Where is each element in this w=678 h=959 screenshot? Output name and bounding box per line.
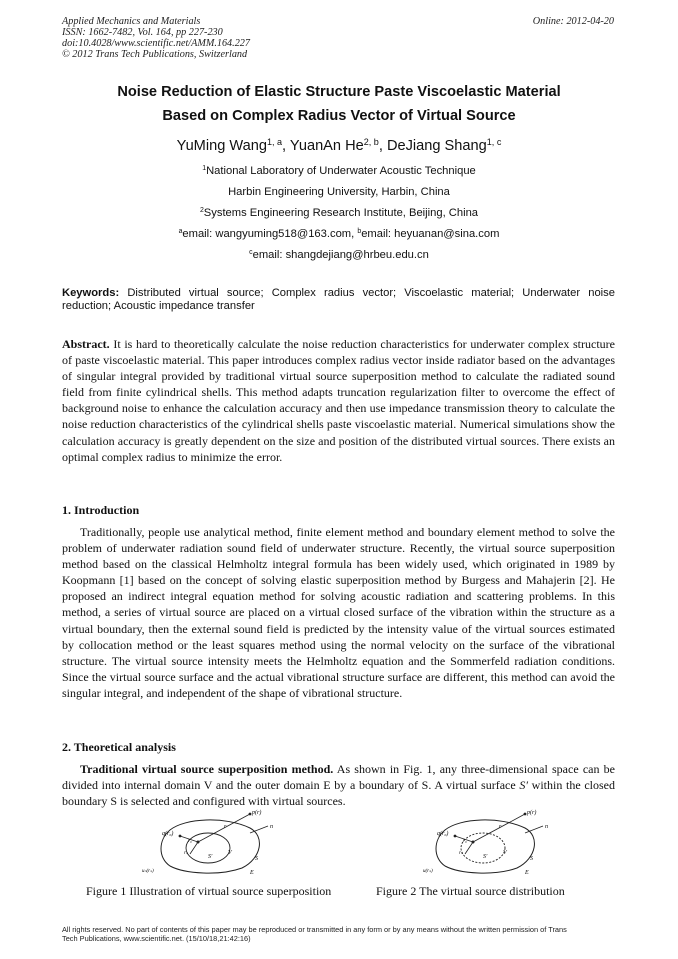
label-q: q(r₀) (437, 831, 449, 837)
introduction-paragraph: Traditionally, people use analytical method, finite element method and boundary element method to solve the problem of underwater radiation sound field of underwater structure. Recently, the virtual source superposition method based on the classical Helmholtz integral formula has been widely used, which originated in 1989 by Koopmann [1] based on the concept of solving elastic superposition method by Burgess and Mahajerin [2]. He proposed an indirect integral equation method for solving acoustic radiation and scattering problems. In this method, a series of virtual source are placed on a virtual closed surface of the vibration within the structure as a virtual boundary, then the external sound field is predicted by the intensity value of the virtual sources estimated by collocation method or the least squares method using the normal velocity on the surface of the vibrational structure. The virtual source intensity meets the Helmholtz equation and the Sommerfeld radiation conditions. Since the virtual source surface and the actual vibrational structure surface are different, this method can avoid the singular integral, and independent of the shape of vibrational structure. (62, 525, 615, 700)
symbol-s-prime: S′ (519, 778, 528, 793)
email-text: email: shangdejiang@hrbeu.edu.cn (252, 249, 429, 261)
author-name: YuanAn He (289, 138, 364, 154)
theory-paragraph (62, 761, 615, 809)
affiliation-1 (40, 165, 638, 177)
journal-header (62, 16, 250, 60)
figure-1-diagram (140, 808, 290, 880)
figure-1-caption: Figure 1 Illustration of virtual source superposition (86, 884, 332, 898)
email-text: email: heyuanan@sina.com (361, 228, 500, 240)
title-line-2: Based on Complex Radius Vector of Virtual Source (162, 108, 516, 124)
section-heading-theoretical-analysis: 2. Theoretical analysis (62, 740, 176, 754)
origin-point (472, 841, 475, 844)
field-point (249, 813, 252, 816)
origin-point (197, 841, 200, 844)
label-s: S (530, 856, 533, 862)
keywords-text: Distributed virtual source; Complex radius vector; Viscoelastic material; Underwater noise reduction; Acoustic impedance transfer (62, 287, 615, 312)
footer-line-1: All rights reserved. No part of contents of this paper may be reproduced or transmitted in any form or by any means without the written permission of Trans (62, 925, 567, 934)
label-v: V (228, 850, 232, 856)
author-separator: , (282, 138, 290, 154)
theory-text-2: within the closed boundary S is selected and configured with virtual sources. (62, 778, 616, 809)
label-s: S (255, 856, 258, 862)
author-sup: 1, c (486, 137, 502, 148)
email-sup: c (249, 249, 253, 257)
label-n: n (270, 824, 273, 830)
field-point (524, 813, 527, 816)
label-v: V (503, 850, 507, 856)
affiliation-text: National Laboratory of Underwater Acoustic Technique (206, 165, 476, 177)
email-line-1 (40, 228, 638, 240)
source-point (454, 835, 457, 838)
abstract-text: It is hard to theoretically calculate the noise reduction characteristics for underwater complex structure of paste viscoelastic material. This paper introduces complex radius vector inside radiator based on the advantages of singular integral provided by traditional virtual source superposition method to calculate the radiated sound field from finite cylindrical shells. This method adapts truncation regularization filter to overcome the effect of background noise to enhance the calculation accuracy and then use impedance transmission theory to calculate the noise reduction characteristics of the cylindrical shells paste viscoelastic material. Numerical simulations show the calculation accuracy is greatly dependent on the size and position of the distributed virtual sources. There exists an optimal complex radius to minimize the error. (62, 337, 615, 464)
label-r: r (499, 824, 502, 830)
email-sup: b (357, 228, 362, 236)
label-un: u(rₛ) (423, 869, 433, 874)
email-text: email: wangyuming518@163.com, (182, 228, 358, 240)
affiliation-sup: 2 (199, 207, 204, 215)
issn-line: ISSN: 1662-7482, Vol. 164, pp 227-230 (62, 27, 223, 38)
author-name: DeJiang Shang (386, 138, 487, 154)
copyright-line: © 2012 Trans Tech Publications, Switzerland (62, 49, 248, 60)
figure-2-diagram (415, 808, 565, 880)
label-p: p(r) (527, 810, 537, 816)
author-name: YuMing Wang (176, 138, 267, 154)
author-sup: 1, a (266, 137, 283, 148)
label-rs: rₛ (459, 851, 463, 856)
affiliation-text: Systems Engineering Research Institute, Beijing, China (203, 207, 479, 219)
keywords (62, 287, 615, 313)
keywords-label: Keywords: (62, 287, 120, 299)
affiliation-sup: 1 (202, 165, 207, 173)
email-sup: a (178, 228, 183, 236)
run-in-heading: Traditional virtual source superposition method. (80, 762, 334, 776)
label-s-prime: S' (483, 854, 488, 860)
label-un: uₙ(rₛ) (142, 869, 154, 874)
paper-title (40, 80, 638, 128)
figure-2-caption: Figure 2 The virtual source distribution (376, 884, 565, 898)
online-date: Online: 2012-04-20 (532, 16, 614, 27)
boundary-s-curve (161, 820, 259, 873)
copyright-footer (62, 926, 622, 943)
affiliation-1-location: Harbin Engineering University, Harbin, China (228, 186, 450, 198)
theory-text-1: As shown in Fig. 1, any three-dimensional space can be divided into internal domain V and the outer domain E by a boundary of S. A virtual surface (62, 762, 615, 793)
source-point (179, 835, 182, 838)
label-r0: r₀ (463, 839, 467, 844)
label-rs: rₛ (184, 851, 188, 856)
footer-line-2: Tech Publications, www.scientific.net. (15/10/18,21:42:16) (62, 933, 251, 943)
section-heading-introduction: 1. Introduction (62, 503, 140, 517)
label-q: q(r₀) (162, 831, 174, 837)
label-p: p(r) (252, 810, 262, 816)
label-r: r (224, 824, 227, 830)
author-separator: , (378, 138, 387, 154)
email-line-2 (40, 249, 638, 261)
abstract-label: Abstract. (62, 337, 110, 351)
label-e: E (525, 870, 529, 876)
label-n: n (545, 824, 548, 830)
author-sup: 2, b (363, 137, 379, 148)
boundary-s-curve (436, 820, 534, 873)
author-list (40, 138, 638, 154)
abstract (62, 336, 615, 465)
doi-line: doi:10.4028/www.scientific.net/AMM.164.227 (62, 38, 250, 49)
title-line-1: Noise Reduction of Elastic Structure Paste Viscoelastic Material (117, 84, 561, 100)
affiliation-2 (40, 207, 638, 219)
label-s-prime: S' (208, 854, 213, 860)
journal-name: Applied Mechanics and Materials (62, 16, 201, 27)
label-e: E (250, 870, 254, 876)
label-r0: r₀ (188, 839, 192, 844)
